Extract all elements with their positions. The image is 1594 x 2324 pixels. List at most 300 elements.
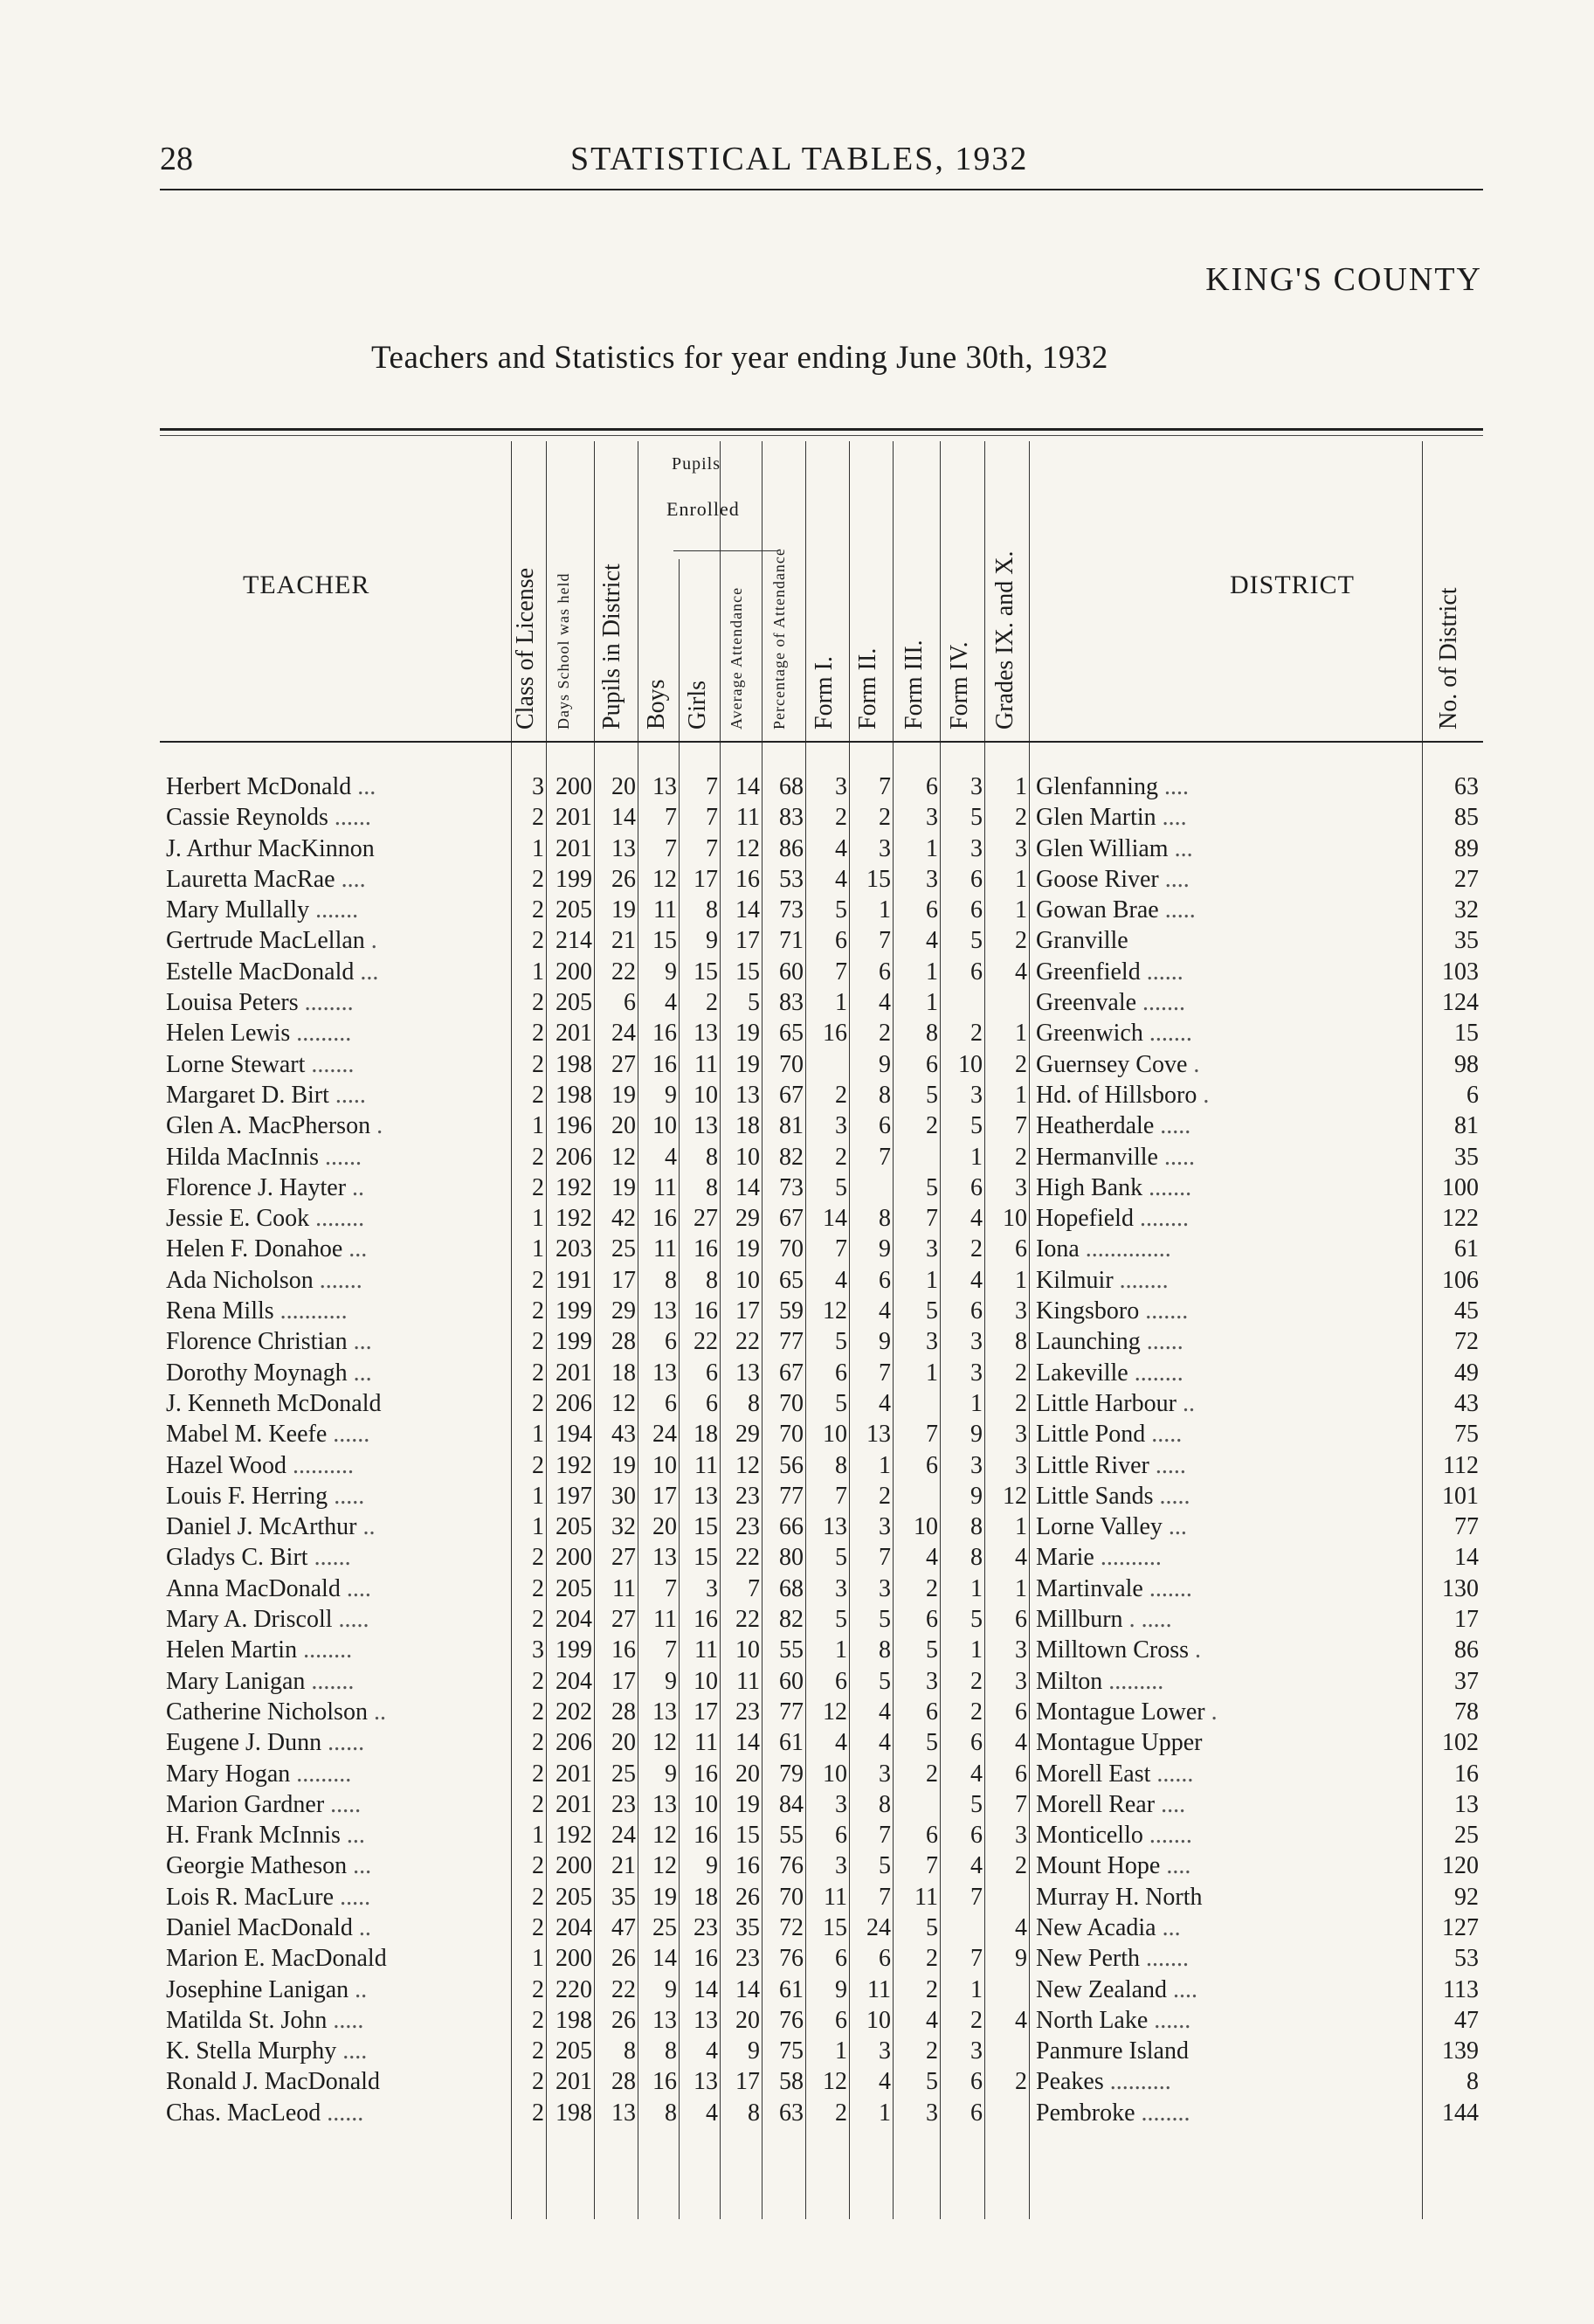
leader-dots: .....	[1158, 896, 1196, 924]
days-cell: 199	[555, 865, 592, 893]
table-row	[160, 1791, 1483, 1822]
average-attendance-header: Average Attendance	[728, 586, 745, 730]
f1-cell: 5	[835, 1606, 847, 1634]
leader-dots: ........	[1133, 1205, 1189, 1233]
leader-dots: ...	[342, 1235, 368, 1263]
girls-cell: 16	[693, 1297, 718, 1325]
boys-cell: 9	[665, 1760, 677, 1788]
girls-cell: 8	[706, 1173, 718, 1201]
f4-cell: 10	[958, 1050, 983, 1078]
f3-cell: 1	[926, 989, 938, 1017]
leader-dots: .......	[1139, 1945, 1189, 1973]
district-name-cell	[1036, 1144, 1333, 1172]
leader-dots: .......	[1142, 1020, 1192, 1048]
f1-cell: 6	[835, 1822, 847, 1850]
district-number-cell: 124	[1442, 989, 1479, 1017]
boys-cell: 9	[665, 1081, 677, 1109]
days-cell: 198	[555, 2099, 592, 2127]
pupils-cell: 24	[611, 1020, 636, 1048]
boys-cell: 7	[665, 804, 677, 832]
f2-cell: 11	[867, 1975, 891, 2003]
district-number-cell: 17	[1454, 1606, 1479, 1634]
district-number-cell: 113	[1443, 1975, 1479, 2003]
f1-cell: 13	[823, 1513, 847, 1541]
teacher-name: Chas. MacLeod	[166, 2099, 321, 2127]
pct-cell: 86	[779, 834, 804, 862]
pct-cell: 53	[779, 865, 804, 893]
table-row	[160, 866, 1483, 896]
f4-cell: 1	[970, 1636, 983, 1664]
avg-cell: 16	[735, 1852, 760, 1880]
district-name-cell	[1036, 1729, 1333, 1757]
district-name: Guernsey Cove	[1036, 1050, 1188, 1078]
f1-cell: 12	[823, 2068, 847, 2096]
f2-cell: 4	[879, 1389, 891, 1417]
days-cell: 214	[555, 927, 592, 955]
f4-cell: 5	[970, 804, 983, 832]
leader-dots: ........	[1128, 1359, 1183, 1387]
avg-cell: 12	[735, 1451, 760, 1479]
teacher-name-cell	[166, 1575, 511, 1603]
g9-cell: 4	[1015, 2006, 1027, 2034]
avg-cell: 23	[735, 1698, 760, 1726]
table-row	[160, 1421, 1483, 1451]
district-name-cell	[1036, 1235, 1333, 1263]
f1-cell: 7	[835, 1235, 847, 1263]
boys-cell: 11	[653, 1173, 677, 1201]
pct-cell: 72	[779, 1913, 804, 1941]
leader-dots: ....	[1156, 804, 1187, 832]
f2-cell: 3	[879, 1513, 891, 1541]
county-heading: KING'S COUNTY	[1205, 261, 1482, 298]
days-cell: 200	[555, 1544, 592, 1572]
avg-cell: 17	[735, 1297, 760, 1325]
f3-cell: 4	[926, 1544, 938, 1572]
district-number-cell: 106	[1442, 1266, 1479, 1294]
district-number-cell: 122	[1442, 1205, 1479, 1233]
leader-dots: .....	[327, 2006, 364, 2034]
f4-cell: 3	[970, 773, 983, 800]
f2-cell: 5	[879, 1606, 891, 1634]
teacher-name-cell	[166, 1205, 511, 1233]
girls-cell: 4	[706, 2099, 718, 2127]
f1-cell: 6	[835, 927, 847, 955]
avg-cell: 22	[735, 1544, 760, 1572]
teacher-name: Lorne Stewart	[166, 1050, 306, 1078]
f3-cell: 6	[926, 773, 938, 800]
district-number-cell: 13	[1454, 1790, 1479, 1818]
leader-dots: .........	[1102, 1667, 1164, 1695]
leader-dots: ......	[321, 2099, 364, 2127]
avg-cell: 12	[735, 834, 760, 862]
leader-dots: ....	[1157, 773, 1189, 800]
district-number-cell: 63	[1454, 773, 1479, 800]
boys-cell: 19	[652, 1883, 677, 1911]
leader-dots: ..........	[1094, 1544, 1162, 1572]
district-name: Kingsboro	[1036, 1297, 1140, 1325]
pct-cell: 68	[779, 1574, 804, 1602]
pct-cell: 58	[779, 2068, 804, 2096]
teacher-name-cell	[166, 927, 511, 955]
district-number-cell: 35	[1454, 1143, 1479, 1171]
teacher-name: J. Kenneth McDonald	[166, 1389, 382, 1417]
f2-cell: 4	[879, 2068, 891, 2096]
days-cell: 206	[555, 1729, 592, 1757]
teacher-name: Ada Nicholson	[166, 1266, 314, 1294]
leader-dots: .....	[324, 1790, 362, 1818]
f4-cell: 2	[970, 1020, 983, 1048]
f1-cell: 5	[835, 1173, 847, 1201]
leader-dots: ..	[346, 1173, 365, 1201]
boys-cell: 6	[665, 1328, 677, 1356]
pct-cell: 55	[779, 1636, 804, 1664]
f3-cell: 7	[926, 1205, 938, 1233]
teacher-name-cell	[166, 1945, 511, 1973]
pct-cell: 70	[779, 1389, 804, 1417]
g9-cell: 1	[1015, 1574, 1027, 1602]
f1-cell: 1	[835, 989, 847, 1017]
table-row	[160, 1513, 1483, 1544]
f1-cell: 7	[835, 958, 847, 986]
girls-cell: 7	[706, 773, 718, 800]
boys-cell: 7	[665, 1636, 677, 1664]
district-number-cell: 77	[1454, 1513, 1479, 1541]
days-cell: 202	[555, 1698, 592, 1726]
teacher-name-cell	[166, 1760, 511, 1788]
pupils-cell: 32	[611, 1513, 636, 1541]
pct-cell: 76	[779, 1945, 804, 1973]
boys-cell: 13	[652, 1790, 677, 1818]
boys-cell: 13	[652, 1544, 677, 1572]
boys-cell: 9	[665, 958, 677, 986]
pct-cell: 56	[779, 1451, 804, 1479]
district-name-cell	[1036, 1760, 1333, 1788]
teacher-name: Helen F. Donahoe	[166, 1235, 343, 1263]
pct-cell: 70	[779, 1050, 804, 1078]
table-row	[160, 1698, 1483, 1729]
teacher-name: H. Frank McInnis	[166, 1822, 341, 1850]
pupils-cell: 25	[611, 1760, 636, 1788]
district-name-cell	[1036, 835, 1333, 863]
leader-dots: ....	[1167, 1975, 1198, 2003]
f1-cell: 10	[823, 1421, 847, 1449]
girls-cell: 13	[693, 2068, 718, 2096]
boys-cell: 8	[665, 1266, 677, 1294]
avg-cell: 18	[735, 1112, 760, 1140]
f3-cell: 5	[926, 1636, 938, 1664]
district-name: New Acadia	[1036, 1913, 1156, 1941]
district-number-cell: 81	[1454, 1112, 1479, 1140]
girls-cell: 4	[706, 2037, 718, 2065]
teacher-name-cell	[166, 1390, 511, 1418]
teacher-name: Helen Martin	[166, 1636, 298, 1664]
girls-cell: 10	[693, 1667, 718, 1695]
avg-cell: 22	[735, 1606, 760, 1634]
boys-cell: 7	[665, 1574, 677, 1602]
boys-cell: 4	[665, 989, 677, 1017]
boys-cell: 8	[665, 2037, 677, 2065]
pupils-cell: 22	[611, 1975, 636, 2003]
f3-cell: 3	[926, 1235, 938, 1263]
g9-cell: 3	[1015, 1451, 1027, 1479]
f4-cell: 6	[970, 1729, 983, 1757]
district-number-header: No. of District	[1435, 587, 1462, 730]
district-name: Greenfield	[1036, 958, 1141, 986]
girls-cell: 22	[693, 1328, 718, 1356]
teacher-name: Mary Hogan	[166, 1760, 291, 1788]
girls-cell: 16	[693, 1822, 718, 1850]
district-name-cell	[1036, 1914, 1333, 1942]
table-row	[160, 1144, 1483, 1174]
teacher-name-cell	[166, 1822, 511, 1850]
f1-cell: 4	[835, 1266, 847, 1294]
pupils-cell: 26	[611, 1945, 636, 1973]
pupils-cell: 28	[611, 2068, 636, 2096]
district-name-cell	[1036, 1976, 1333, 2004]
g9-cell: 1	[1015, 1020, 1027, 1048]
district-number-cell: 47	[1454, 2006, 1479, 2034]
teacher-name-cell	[166, 1698, 511, 1726]
teacher-name-cell	[166, 1976, 511, 2004]
f3-cell: 5	[926, 1081, 938, 1109]
pupils-cell: 13	[611, 2099, 636, 2127]
leader-dots: .........	[290, 1760, 352, 1788]
pupils-cell: 23	[611, 1790, 636, 1818]
f2-cell: 10	[866, 2006, 891, 2034]
girls-cell: 13	[693, 1020, 718, 1048]
district-name-cell	[1036, 1082, 1333, 1110]
girls-cell: 8	[706, 896, 718, 924]
pupils-cell: 28	[611, 1698, 636, 1726]
form-3-header: Form III.	[901, 640, 928, 730]
avg-cell: 17	[735, 927, 760, 955]
days-cell: 201	[555, 1760, 592, 1788]
days-cell: 192	[555, 1822, 592, 1850]
f2-cell: 9	[879, 1050, 891, 1078]
f3-cell: 5	[926, 1729, 938, 1757]
f1-cell: 2	[835, 1081, 847, 1109]
leader-dots: .......	[1142, 1822, 1192, 1850]
f3-cell: 6	[926, 1822, 938, 1850]
girls-cell: 16	[693, 1606, 718, 1634]
leader-dots: ...	[340, 1822, 365, 1850]
leader-dots: .......	[1139, 1297, 1189, 1325]
teacher-name-cell	[166, 1544, 511, 1572]
district-name-cell	[1036, 804, 1333, 832]
district-name-cell	[1036, 1668, 1333, 1696]
teacher-name-cell	[166, 896, 511, 924]
leader-dots: .......	[1142, 1574, 1192, 1602]
f3-cell: 2	[926, 1574, 938, 1602]
boys-cell: 24	[652, 1421, 677, 1449]
district-number-cell: 61	[1454, 1235, 1479, 1263]
leader-dots: ..........	[1103, 2068, 1171, 2096]
g9-cell: 2	[1015, 1359, 1027, 1387]
teacher-name-cell	[166, 866, 511, 894]
days-cell: 191	[555, 1266, 592, 1294]
pct-cell: 80	[779, 1544, 804, 1572]
g9-cell: 3	[1015, 1297, 1027, 1325]
leader-dots: .....	[332, 1606, 369, 1634]
class-cell: 2	[532, 1606, 544, 1634]
f2-cell: 7	[879, 1822, 891, 1850]
district-name: Glenfanning	[1036, 773, 1158, 800]
g9-cell: 3	[1015, 1173, 1027, 1201]
district-name-cell	[1036, 1544, 1333, 1572]
leader-dots: ........	[1113, 1266, 1169, 1294]
leader-dots: .....	[1154, 1112, 1191, 1140]
class-cell: 1	[532, 1112, 544, 1140]
district-name: New Zealand	[1036, 1975, 1168, 2003]
district-name: Peakes	[1036, 2068, 1104, 2096]
leader-dots: ........	[298, 989, 354, 1017]
f3-cell: 3	[926, 1328, 938, 1356]
district-name: Marie	[1036, 1544, 1094, 1572]
teacher-name-cell	[166, 1267, 511, 1295]
girls-cell: 15	[693, 958, 718, 986]
teacher-name-cell	[166, 1297, 511, 1325]
teacher-name: K. Stella Murphy	[166, 2037, 337, 2065]
g9-cell: 7	[1015, 1790, 1027, 1818]
class-cell: 2	[532, 896, 544, 924]
leader-dots: ...	[347, 1328, 372, 1356]
class-cell: 2	[532, 804, 544, 832]
form-2-header: Form II.	[854, 647, 881, 730]
pupils-cell: 27	[611, 1544, 636, 1572]
class-cell: 2	[532, 1297, 544, 1325]
district-name: High Bank	[1036, 1173, 1143, 1201]
table-row	[160, 2068, 1483, 2099]
table-row	[160, 835, 1483, 866]
teacher-name: J. Arthur MacKinnon	[166, 834, 375, 862]
girls-cell: 11	[694, 1050, 718, 1078]
days-cell: 220	[555, 1975, 592, 2003]
f2-cell: 9	[879, 1235, 891, 1263]
district-name: Millburn	[1036, 1606, 1123, 1634]
f2-cell: 6	[879, 1266, 891, 1294]
g9-cell: 3	[1015, 834, 1027, 862]
class-cell: 2	[532, 1883, 544, 1911]
pct-cell: 60	[779, 958, 804, 986]
f1-cell: 6	[835, 1667, 847, 1695]
teacher-name-cell	[166, 2007, 511, 2035]
district-name: Lorne Valley	[1036, 1513, 1163, 1541]
district-number-cell: 78	[1454, 1698, 1479, 1726]
class-of-license-header: Class of License	[512, 567, 539, 730]
district-name-cell	[1036, 2068, 1333, 2096]
avg-cell: 11	[736, 804, 760, 832]
f1-cell: 11	[824, 1883, 847, 1911]
pupils-in-district-header: Pupils in District	[598, 564, 625, 730]
district-name: Panmure Island	[1036, 2037, 1189, 2065]
table-row	[160, 1051, 1483, 1082]
district-name-cell	[1036, 927, 1333, 955]
f2-cell: 2	[879, 1482, 891, 1510]
f2-cell: 7	[879, 1883, 891, 1911]
district-name-cell	[1036, 1884, 1333, 1912]
f4-cell: 2	[970, 1698, 983, 1726]
days-cell: 200	[555, 773, 592, 800]
district-name-cell	[1036, 1390, 1333, 1418]
f1-cell: 3	[835, 1790, 847, 1818]
pct-cell: 73	[779, 896, 804, 924]
g9-cell: 2	[1015, 1050, 1027, 1078]
f2-cell: 7	[879, 927, 891, 955]
pupils-cell: 35	[611, 1883, 636, 1911]
f3-cell: 3	[926, 1667, 938, 1695]
pct-cell: 77	[779, 1698, 804, 1726]
district-name: Mount Hope	[1036, 1852, 1161, 1880]
girls-cell: 15	[693, 1544, 718, 1572]
leader-dots: ......	[1148, 2006, 1191, 2034]
f1-cell: 9	[835, 1975, 847, 2003]
boys-cell: 13	[652, 2006, 677, 2034]
f2-cell: 5	[879, 1852, 891, 1880]
leader-dots: .....	[328, 1081, 366, 1109]
class-cell: 2	[532, 1050, 544, 1078]
table-row	[160, 1852, 1483, 1883]
days-cell: 192	[555, 1205, 592, 1233]
leader-dots: ......	[1140, 958, 1183, 986]
days-cell: 198	[555, 2006, 592, 2034]
f4-cell: 6	[970, 1297, 983, 1325]
teacher-name: Margaret D. Birt	[166, 1081, 329, 1109]
f3-cell: 5	[926, 1297, 938, 1325]
district-name-cell	[1036, 1513, 1333, 1541]
days-cell: 201	[555, 1359, 592, 1387]
leader-dots: ....	[1158, 865, 1190, 893]
teacher-name-cell	[166, 773, 511, 801]
boys-cell: 16	[652, 1050, 677, 1078]
f1-cell: 5	[835, 896, 847, 924]
district-name-cell	[1036, 866, 1333, 894]
f1-cell: 3	[835, 773, 847, 800]
table-row	[160, 2037, 1483, 2068]
class-cell: 2	[532, 1451, 544, 1479]
girls-cell: 8	[706, 1143, 718, 1171]
pct-cell: 66	[779, 1513, 804, 1541]
teacher-name-cell	[166, 1914, 511, 1942]
teacher-name: Georgie Matheson	[166, 1852, 348, 1880]
district-name-cell	[1036, 2099, 1333, 2127]
days-cell: 199	[555, 1297, 592, 1325]
f3-cell: 6	[926, 1050, 938, 1078]
district-name: Montague Upper	[1036, 1729, 1203, 1757]
avg-cell: 23	[735, 1482, 760, 1510]
days-school-held-header: Days School was held	[555, 572, 572, 730]
district-number-cell: 112	[1443, 1451, 1479, 1479]
days-cell: 204	[555, 1913, 592, 1941]
district-number-cell: 75	[1454, 1421, 1479, 1449]
boys-cell: 15	[652, 927, 677, 955]
teacher-name: Helen Lewis	[166, 1020, 291, 1048]
boys-cell: 8	[665, 2099, 677, 2127]
girls-cell: 17	[693, 1698, 718, 1726]
avg-cell: 5	[748, 989, 760, 1017]
days-cell: 194	[555, 1421, 592, 1449]
teacher-name: Josephine Lanigan	[166, 1975, 349, 2003]
f2-cell: 7	[879, 773, 891, 800]
class-cell: 2	[532, 1143, 544, 1171]
f2-cell: 5	[879, 1667, 891, 1695]
district-name: Morell Rear	[1036, 1790, 1156, 1818]
f3-cell: 5	[926, 1913, 938, 1941]
table-row	[160, 1235, 1483, 1266]
days-cell: 204	[555, 1606, 592, 1634]
district-name: Milltown Cross	[1036, 1636, 1190, 1664]
district-number-cell: 86	[1454, 1636, 1479, 1664]
days-cell: 196	[555, 1112, 592, 1140]
